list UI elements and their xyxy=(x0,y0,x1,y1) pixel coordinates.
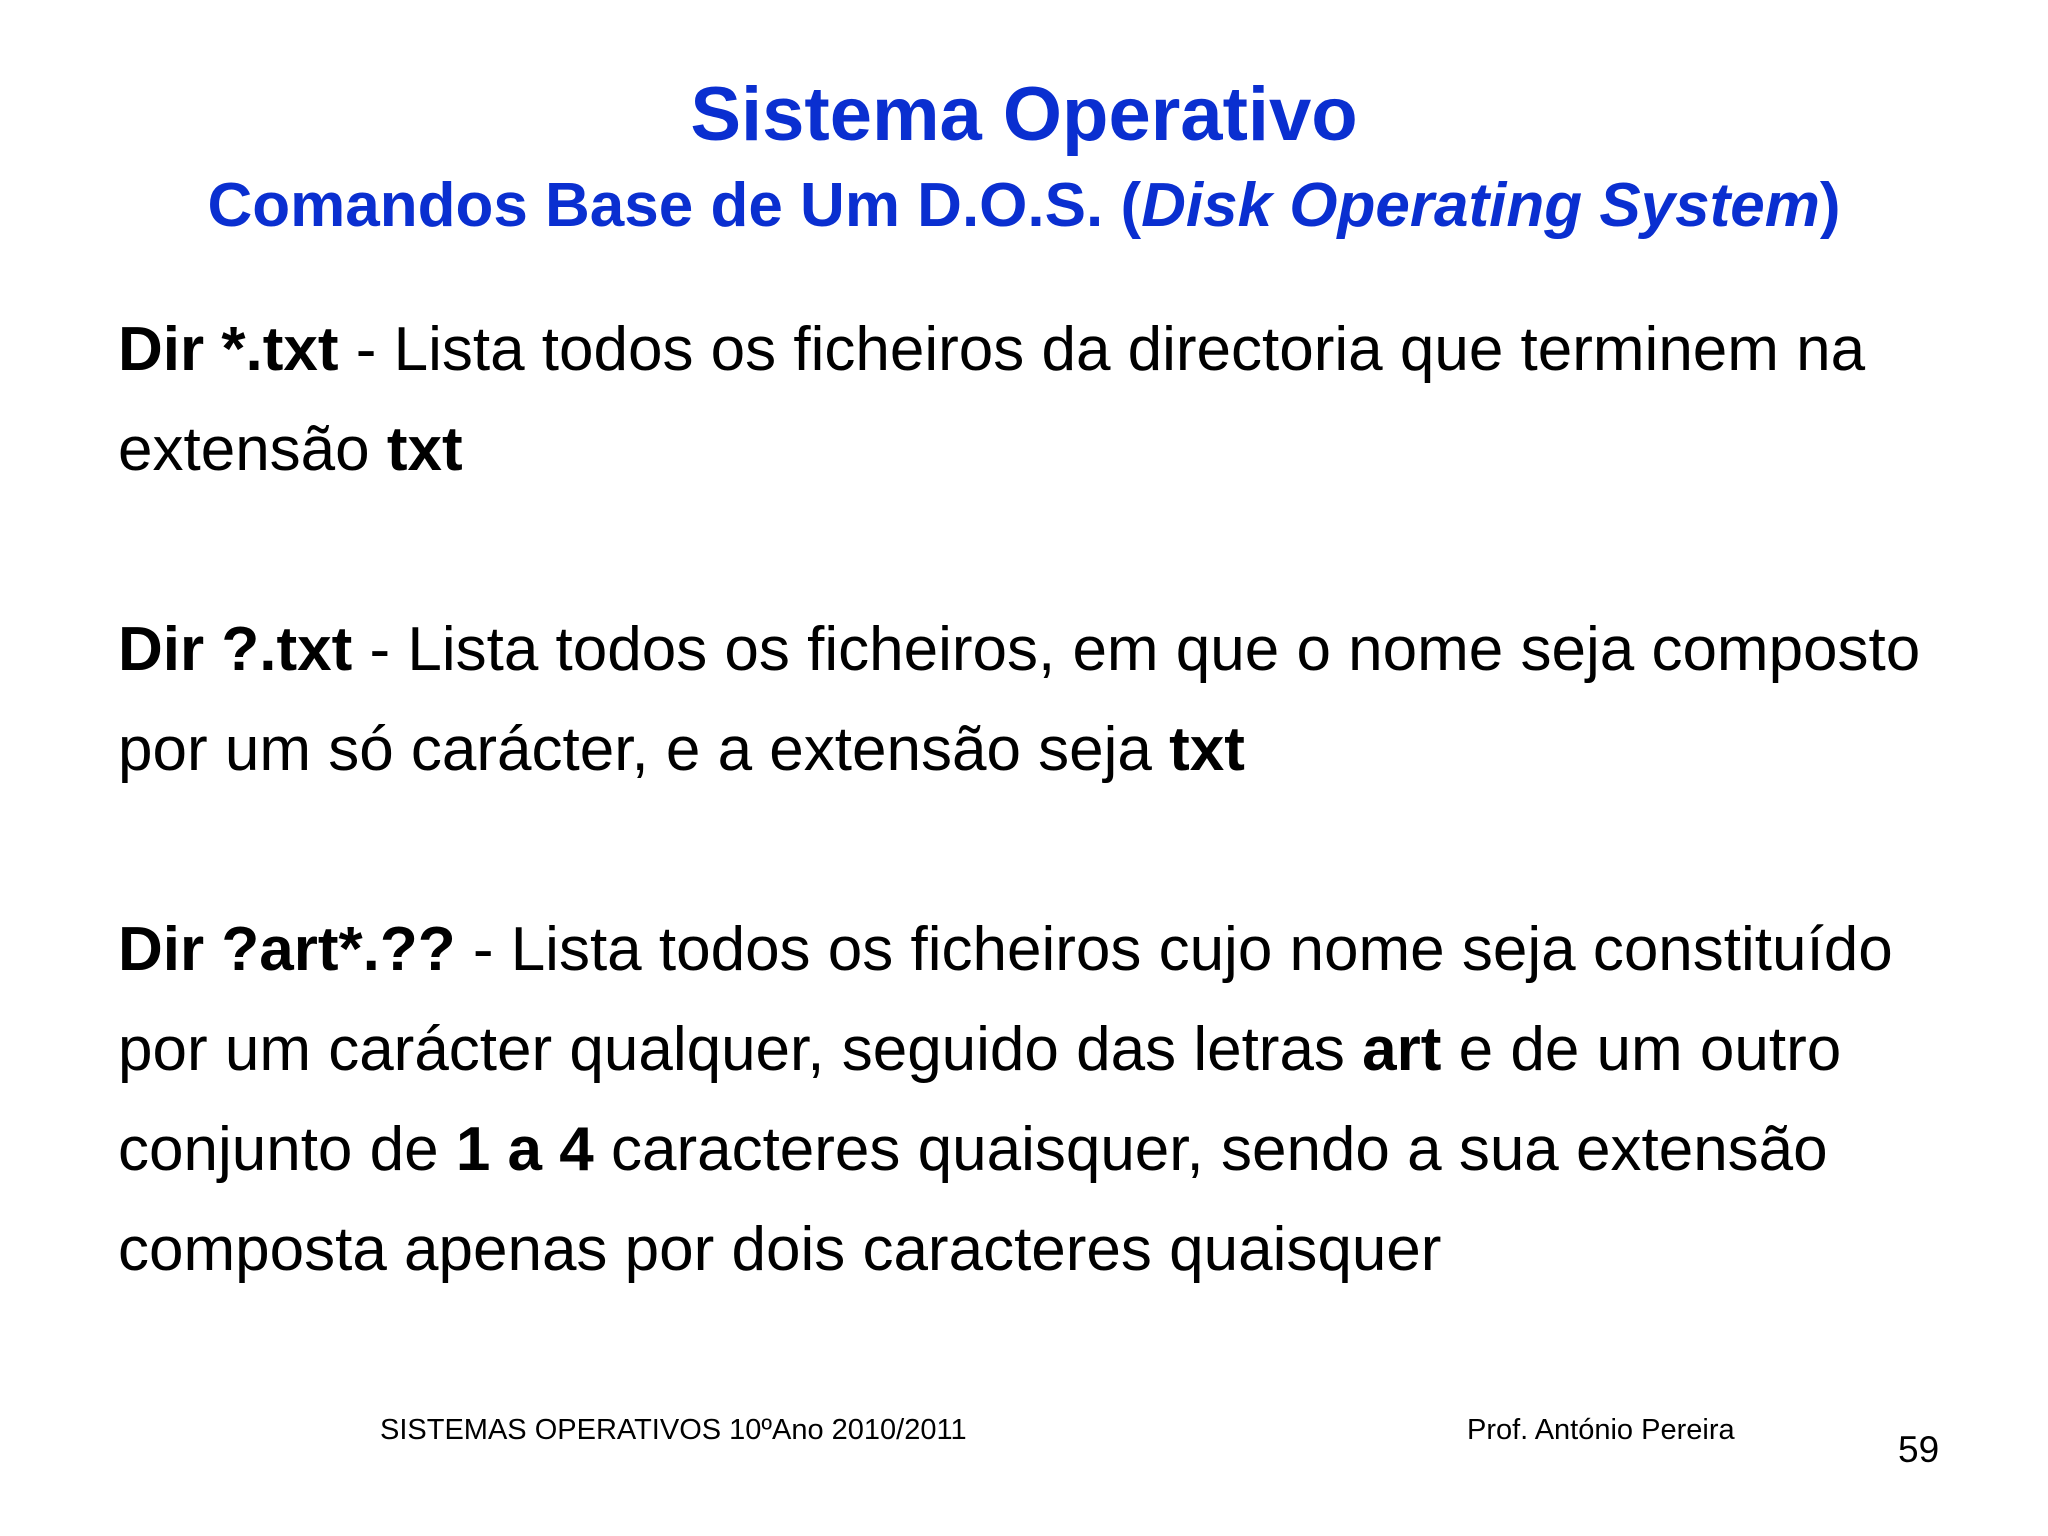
bold-term: art xyxy=(1362,1015,1442,1084)
bold-range: 1 a 4 xyxy=(455,1115,594,1184)
page-number: 59 xyxy=(1898,1429,1940,1470)
command-name: Dir *.txt xyxy=(118,315,339,384)
command-description: - Lista todos os ficheiros da directoria que terminem na extensão xyxy=(118,315,1866,484)
command-paragraph-dir-all-txt xyxy=(118,300,1938,500)
bold-term: txt xyxy=(386,415,463,484)
command-description: - Lista todos os ficheiros, em que o nome seja composto por um só carácter, e a extensão seja xyxy=(118,615,1921,784)
command-paragraph-dir-art-pattern xyxy=(118,900,1938,1300)
command-name: Dir ?.txt xyxy=(118,615,353,684)
subtitle-italic: Disk Operating System xyxy=(1141,171,1820,240)
footer-author: Prof. António Pereira xyxy=(1467,1414,1735,1446)
bold-term: txt xyxy=(1169,715,1245,784)
command-description-continued: e de um outro conjunto de xyxy=(118,1015,1842,1184)
footer-course: SISTEMAS OPERATIVOS 10ºAno 2010/2011 xyxy=(380,1414,967,1446)
slide-title: Sistema Operativo xyxy=(690,72,1358,157)
slide-subtitle xyxy=(0,166,2048,246)
subtitle-prefix: Comandos Base de Um D.O.S. ( xyxy=(207,171,1142,240)
command-description-end: caracteres quaisquer, sendo a sua extensão composta apenas por dois caracteres quaisquer xyxy=(118,1115,1828,1284)
command-paragraph-dir-single-char-txt xyxy=(118,600,1938,800)
subtitle-suffix: ) xyxy=(1819,171,1841,240)
command-name: Dir ?art*.?? xyxy=(118,915,456,984)
command-description: - Lista todos os ficheiros cujo nome seja constituído por um carácter qualquer, seguido das letras xyxy=(118,915,1893,1084)
